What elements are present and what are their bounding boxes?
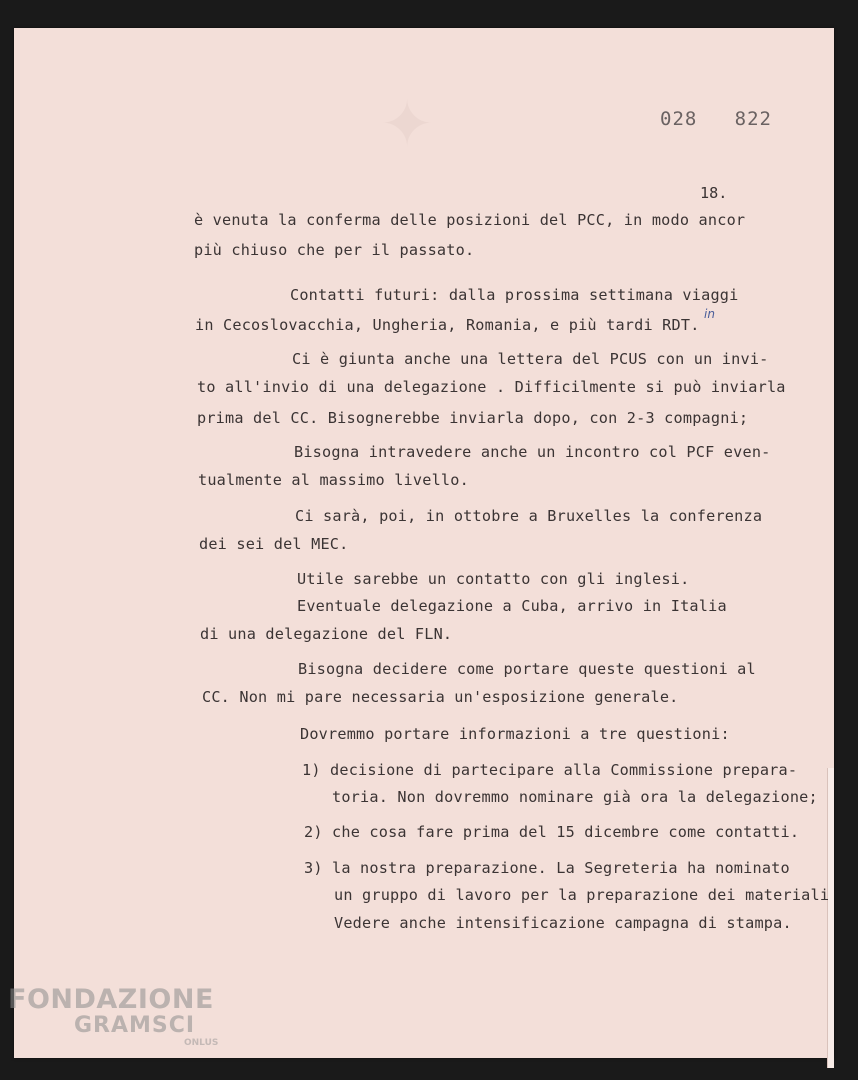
text-line: Dovremmo portare informazioni a tre questioni: <box>300 725 730 743</box>
text-line: di una delegazione del FLN. <box>200 625 453 643</box>
background-watermark: ✦ <box>370 88 444 162</box>
text-line: to all'invio di una delegazione . Difficilmente si può inviarla <box>197 378 786 396</box>
text-line: tualmente al massimo livello. <box>198 471 469 489</box>
text-line: Contatti futuri: dalla prossima settimana viaggi <box>290 286 739 304</box>
list-item-continuation: toria. Non dovremmo nominare già ora la delegazione; <box>332 788 818 806</box>
list-item-continuation: un gruppo di lavoro per la preparazione dei materiali <box>334 886 830 904</box>
page-number: 18. <box>700 184 728 202</box>
text-line: Bisogna decidere come portare queste questioni al <box>298 660 756 678</box>
text-line: prima del CC. Bisognerebbe inviarla dopo, con 2-3 compagni; <box>197 409 749 427</box>
text-line: Utile sarebbe un contatto con gli inglesi. <box>297 570 690 588</box>
text-line: Bisogna intravedere anche un incontro col PCF even- <box>294 443 771 461</box>
text-line: Eventuale delegazione a Cuba, arrivo in Italia <box>297 597 727 615</box>
list-item: 1) decisione di partecipare alla Commissione prepara- <box>302 761 798 779</box>
text-line: più chiuso che per il passato. <box>194 241 475 259</box>
text-line: dei sei del MEC. <box>199 535 349 553</box>
list-item: 2) che cosa fare prima del 15 dicembre come contatti. <box>304 823 800 841</box>
list-item-continuation: Vedere anche intensificazione campagna di stampa. <box>334 914 792 932</box>
text-line: in Cecoslovacchia, Ungheria, Romania, e più tardi RDT. <box>195 316 700 334</box>
text-line: è venuta la conferma delle posizioni del PCC, in modo ancor <box>194 211 746 229</box>
handwritten-annotation: in <box>704 307 715 321</box>
list-item: 3) la nostra preparazione. La Segreteria ha nominato <box>304 859 790 877</box>
attached-sheet-edge <box>827 768 834 1068</box>
text-line: Ci sarà, poi, in ottobre a Bruxelles la conferenza <box>295 507 763 525</box>
document-number: 028 822 <box>660 108 772 130</box>
text-line: Ci è giunta anche una lettera del PCUS con un invi- <box>292 350 769 368</box>
fondazione-gramsci-logo: FONDAZIONE GRAMSCI ONLUS <box>8 984 219 1048</box>
text-line: CC. Non mi pare necessaria un'esposizione generale. <box>202 688 679 706</box>
document-page <box>14 28 834 1058</box>
